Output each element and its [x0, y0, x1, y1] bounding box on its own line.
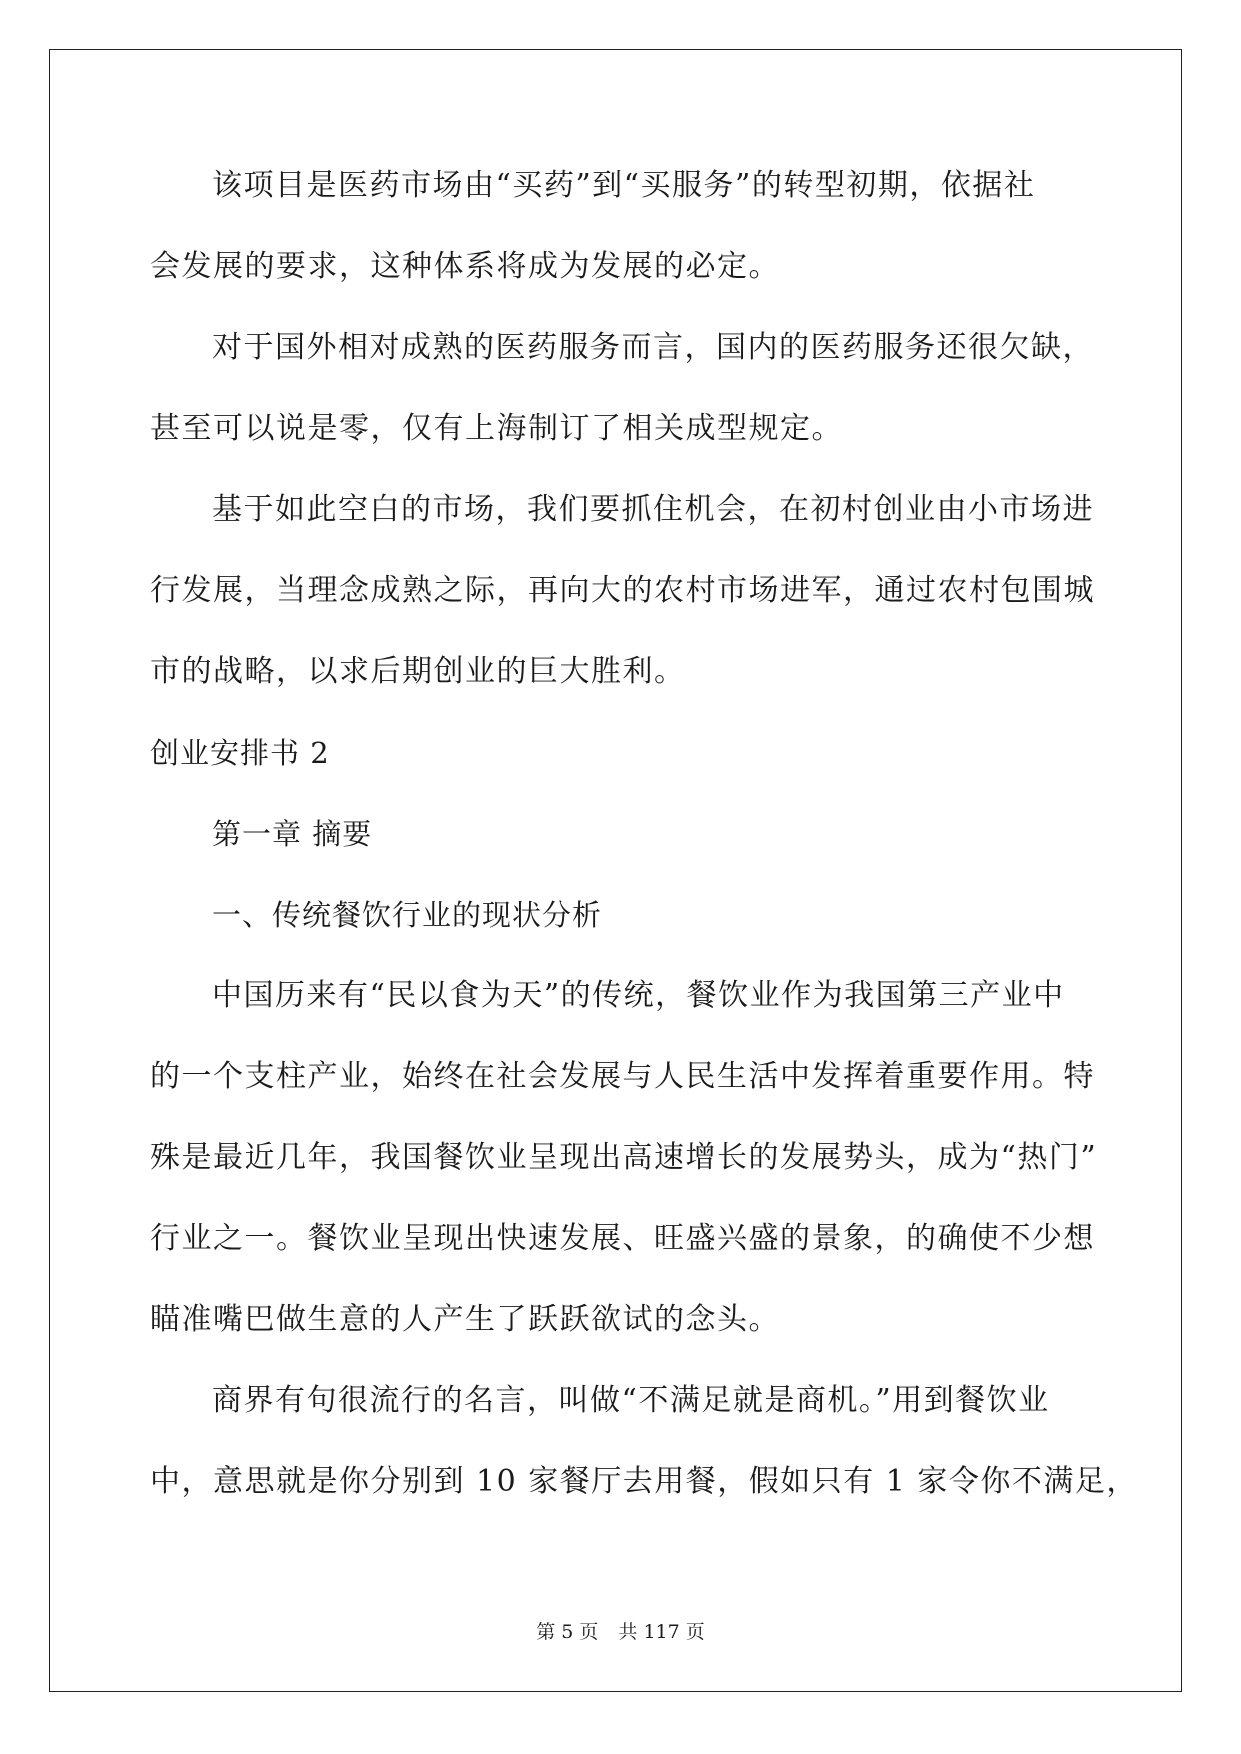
paragraph-line: 行发展，当理念成熟之际，再向大的农村市场进军，通过农村包围城: [150, 573, 1095, 608]
page-number: 第 5 页: [536, 1621, 599, 1643]
paragraph-line: 瞄准嘴巴做生意的人产生了跃跃欲试的念头。: [150, 1302, 780, 1337]
document-body: [150, 163, 1138, 1540]
paragraph-line: 殊是最近几年，我国餐饮业呈现出高速增长的发展势头，成为“热门”: [150, 1140, 1098, 1175]
paragraph-line: 商界有句很流行的名言，叫做“不满足就是商机。”用到餐饮业: [212, 1383, 1050, 1418]
page-footer: [0, 1620, 1241, 1644]
paragraph-line: 中，意思就是你分别到 10 家餐厅去用餐，假如只有 1 家令你不满足，: [150, 1464, 1138, 1499]
paragraph-line: 会发展的要求，这种体系将成为发展的必定。: [150, 249, 780, 284]
paragraph-line: 甚至可以说是零，仅有上海制订了相关成型规定。: [150, 411, 843, 446]
paragraph-line: 基于如此空白的市场，我们要抓住机会，在初村创业由小市场进: [212, 492, 1094, 527]
paragraph-line: 对于国外相对成熟的医药服务而言，国内的医药服务还很欠缺，: [212, 330, 1094, 365]
paragraph-line: 该项目是医药市场由“买药”到“买服务”的转型初期，依据社: [212, 168, 1036, 203]
chapter-heading: 第一章 摘要: [212, 817, 373, 851]
paragraph-line: 市的战略，以求后期创业的巨大胜利。: [150, 654, 686, 689]
subsection-heading: 一、传统餐饮行业的现状分析: [212, 898, 603, 932]
section-title: 创业安排书 2: [150, 736, 330, 770]
paragraph-line: 的一个支柱产业，始终在社会发展与人民生活中发挥着重要作用。特: [150, 1059, 1095, 1094]
paragraph-line: 中国历来有“民以食为天”的传统，餐饮业作为我国第三产业中: [212, 978, 1065, 1013]
paragraph-line: 行业之一。餐饮业呈现出快速发展、旺盛兴盛的景象，的确使不少想: [150, 1221, 1095, 1256]
page-total: 共 117 页: [618, 1621, 705, 1643]
